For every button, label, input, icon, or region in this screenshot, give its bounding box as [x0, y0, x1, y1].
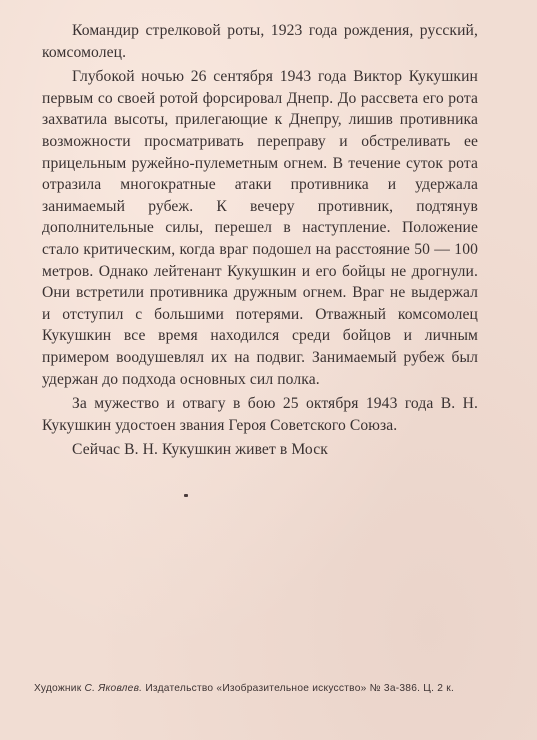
paragraph-current: Сейчас В. Н. Кукушкин живет в Моск — [72, 441, 328, 459]
price: Ц. 2 к. — [423, 683, 455, 694]
paragraph-award: За мужество и отвагу в бою 25 октября 1943 года В. Н. Кукушкин удостоен звания Героя Советского Союза. — [42, 395, 478, 434]
biography-text — [42, 20, 478, 464]
artist-name: С. Яковлев. — [84, 683, 143, 694]
catalog-number: № 3а-386. — [369, 683, 421, 694]
ink-speck — [184, 494, 188, 497]
publisher: Издательство «Изобразительное искусство» — [145, 683, 367, 694]
artist-label: Художник — [34, 683, 82, 694]
paragraph-battle: Глубокой ночью 26 сентября 1943 года Виктор Кукушкин первым со своей ротой форсировал Днепр. До рассвета его рота захватила высоты, прилегающие к Днепру, лишив противника возможности просматривать переправу и обстреливать ее прицельным ружейно-пулеметным огнем. В течение суток рота отразила многократные атаки противника и удержала занимаемый рубеж. К вечеру противник, подтянув дополнительные силы, перешел в наступление. Положение стало критическим, когда враг подошел на расстояние 50 — 100 метров. Однако лейтенант Кукушкин и его бойцы не дрогнули. Они встретили противника дружным огнем. Враг не выдержал и отступил с большими потерями. Отважный комсомолец Кукушкин все время находился среди бойцов и личным примером воодушевлял их на подвиг. Занимаемый рубеж был удержан до подхода основных сил полка. — [42, 68, 478, 388]
imprint-footer — [34, 683, 504, 694]
paragraph-intro: Командир стрелковой роты, 1923 года рождения, русский, комсомолец. — [42, 22, 478, 61]
